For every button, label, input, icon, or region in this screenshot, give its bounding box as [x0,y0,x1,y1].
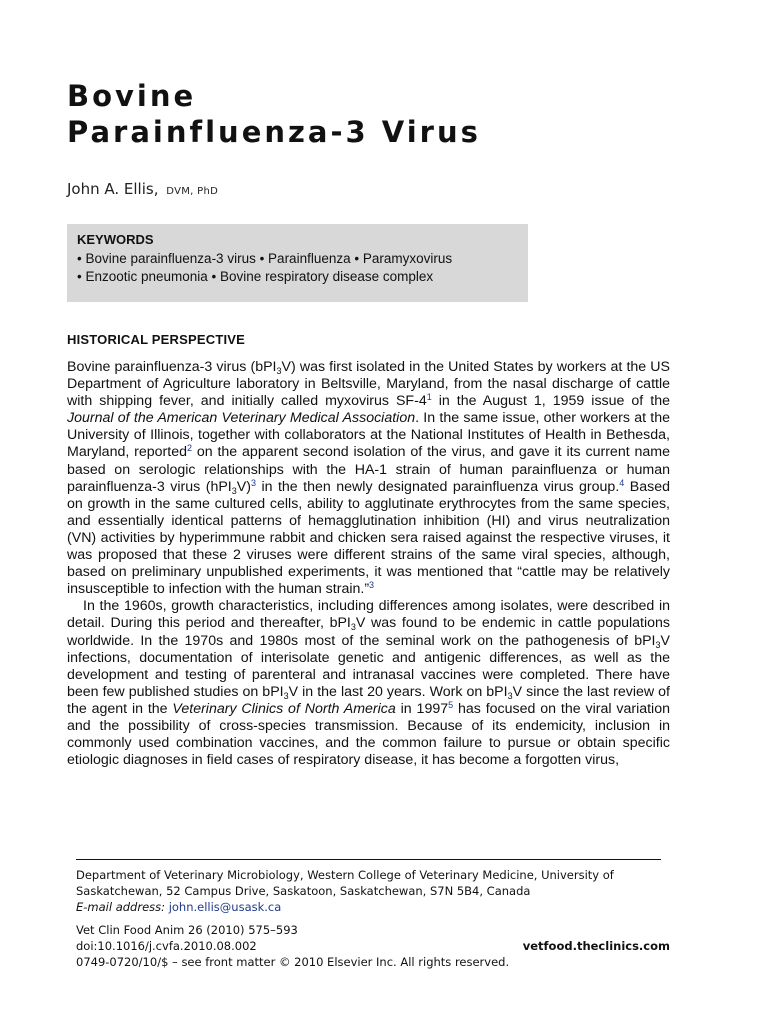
subscript: 3 [231,485,237,496]
email-link[interactable]: john.ellis@usask.ca [168,900,282,914]
keywords-heading: KEYWORDS [77,232,154,247]
footnote-divider [76,859,661,860]
subscript: 3 [283,690,289,701]
citation-doi: doi:10.1016/j.cvfa.2010.08.002 [76,939,257,953]
reference-marker[interactable]: 4 [619,477,625,488]
journal-website-link[interactable]: vetfood.theclinics.com [522,939,670,953]
keywords-line-2: • Enzootic pneumonia • Bovine respiratory disease complex [77,269,434,284]
author-credentials: DVM, PhD [166,186,219,197]
body-paragraph-1: Bovine parainfluenza-3 virus (bPI$_3$V) was first isolated in the United States by workers at the US Department of Agriculture laboratory in Beltsville, Maryland, from the nasal discharge of cattle with shipping fever, and initially called myxovirus $SF-4^1$ in the August 1, 1959 issue of the Journal of the American Veterinary Medical Association. In the same issue, other workers at the University of Illinois, together with collaborators at the National Institutes of Health in Bethesda, Maryland, reported$^2$ on the apparent second isolation of the virus, and gave it its current name based on serologic relationships with the HA-1 strain of human parainfluenza or human parainfluenza-3 virus $(hPI_3V)^3$ in the then newly designated parainfluenza virus group.$^4$ Based on growth in the same cultured cells, ability to agglutinate erythrocytes from the same species, and essentially identical patterns of hemagglutination inhibition (HI) and virus neutralization (VN) activities by hyperimmune rabbit and chicken sera raised against the respective viruses, it was proposed that these 2 viruses were different strains of the same viral species, although, based on preliminary unpublished experiments, it was mentioned that “cattle may be relatively insusceptible to infection with the human strain.”$^3$ [67,359,671,598]
citation-copyright: 0749-0720/10/$ – see front matter © 2010 Elsevier Inc. All rights reserved. [76,955,510,969]
reference-marker[interactable]: 1 [426,392,432,403]
reference-marker[interactable]: 2 [186,443,192,454]
author-affiliation [76,867,666,915]
citation-journal: Vet Clin Food Anim 26 (2010) 575–593 [76,923,298,937]
author-name: John A. Ellis, [67,180,159,198]
title-line-2: Parainfluenza-3 Virus [67,115,481,149]
subscript: 3 [507,690,513,701]
article-title [67,78,707,150]
reference-marker[interactable]: 3 [369,580,375,591]
subscript: 3 [276,366,282,376]
email-line [76,899,666,915]
keywords-box [67,224,528,302]
italic-title: Journal of the American Veterinary Medical Association [67,410,416,427]
reference-marker[interactable]: 5 [448,699,454,710]
subscript: 3 [655,639,661,650]
reference-marker[interactable]: 3 [250,477,256,488]
affiliation-line-2: Saskatchewan, 52 Campus Drive, Saskatoon, Saskatchewan, S7N 5B4, Canada [76,884,531,898]
author-byline [67,180,218,198]
citation-doi-line [76,938,670,954]
email-label: E-mail address: [76,900,166,914]
section-heading: HISTORICAL PERSPECTIVE [67,332,246,347]
body-paragraph-2: In the 1960s, growth characteristics, including differences among isolates, were described in detail. During this period and thereafter, bPI$_3$V was found to be endemic in cattle populations worldwide. In the 1970s and 1980s most of the seminal work on the pathogenesis of bPI$_3$V infections, documentation of interisolate genetic and antigenic differences, as well as the development and testing of parenteral and intranasal vaccines were completed. There have been few published studies on bPI$_3$V in the last 20 years. Work on bPI$_3$V since the last review of the agent in the Veterinary Clinics of North America in 1997$^5$ has focused on the viral variation and the possibility of cross-species transmission. Because of its endemicity, inclusion in commonly used combination vaccines, and the common failure to pursue or obtain specific etiologic diagnoses in field cases of respiratory disease, it has become a forgotten virus, [67,598,671,769]
keywords-line-1: • Bovine parainfluenza-3 virus • Parainfluenza • Paramyxovirus [77,251,453,266]
italic-title: Veterinary Clinics of North America [172,700,396,717]
citation-block [76,922,670,970]
title-line-1: Bovine [67,79,197,113]
subscript: 3 [350,622,356,633]
body-text [67,359,670,769]
affiliation-line-1: Department of Veterinary Microbiology, Western College of Veterinary Medicine, University of [76,868,614,882]
